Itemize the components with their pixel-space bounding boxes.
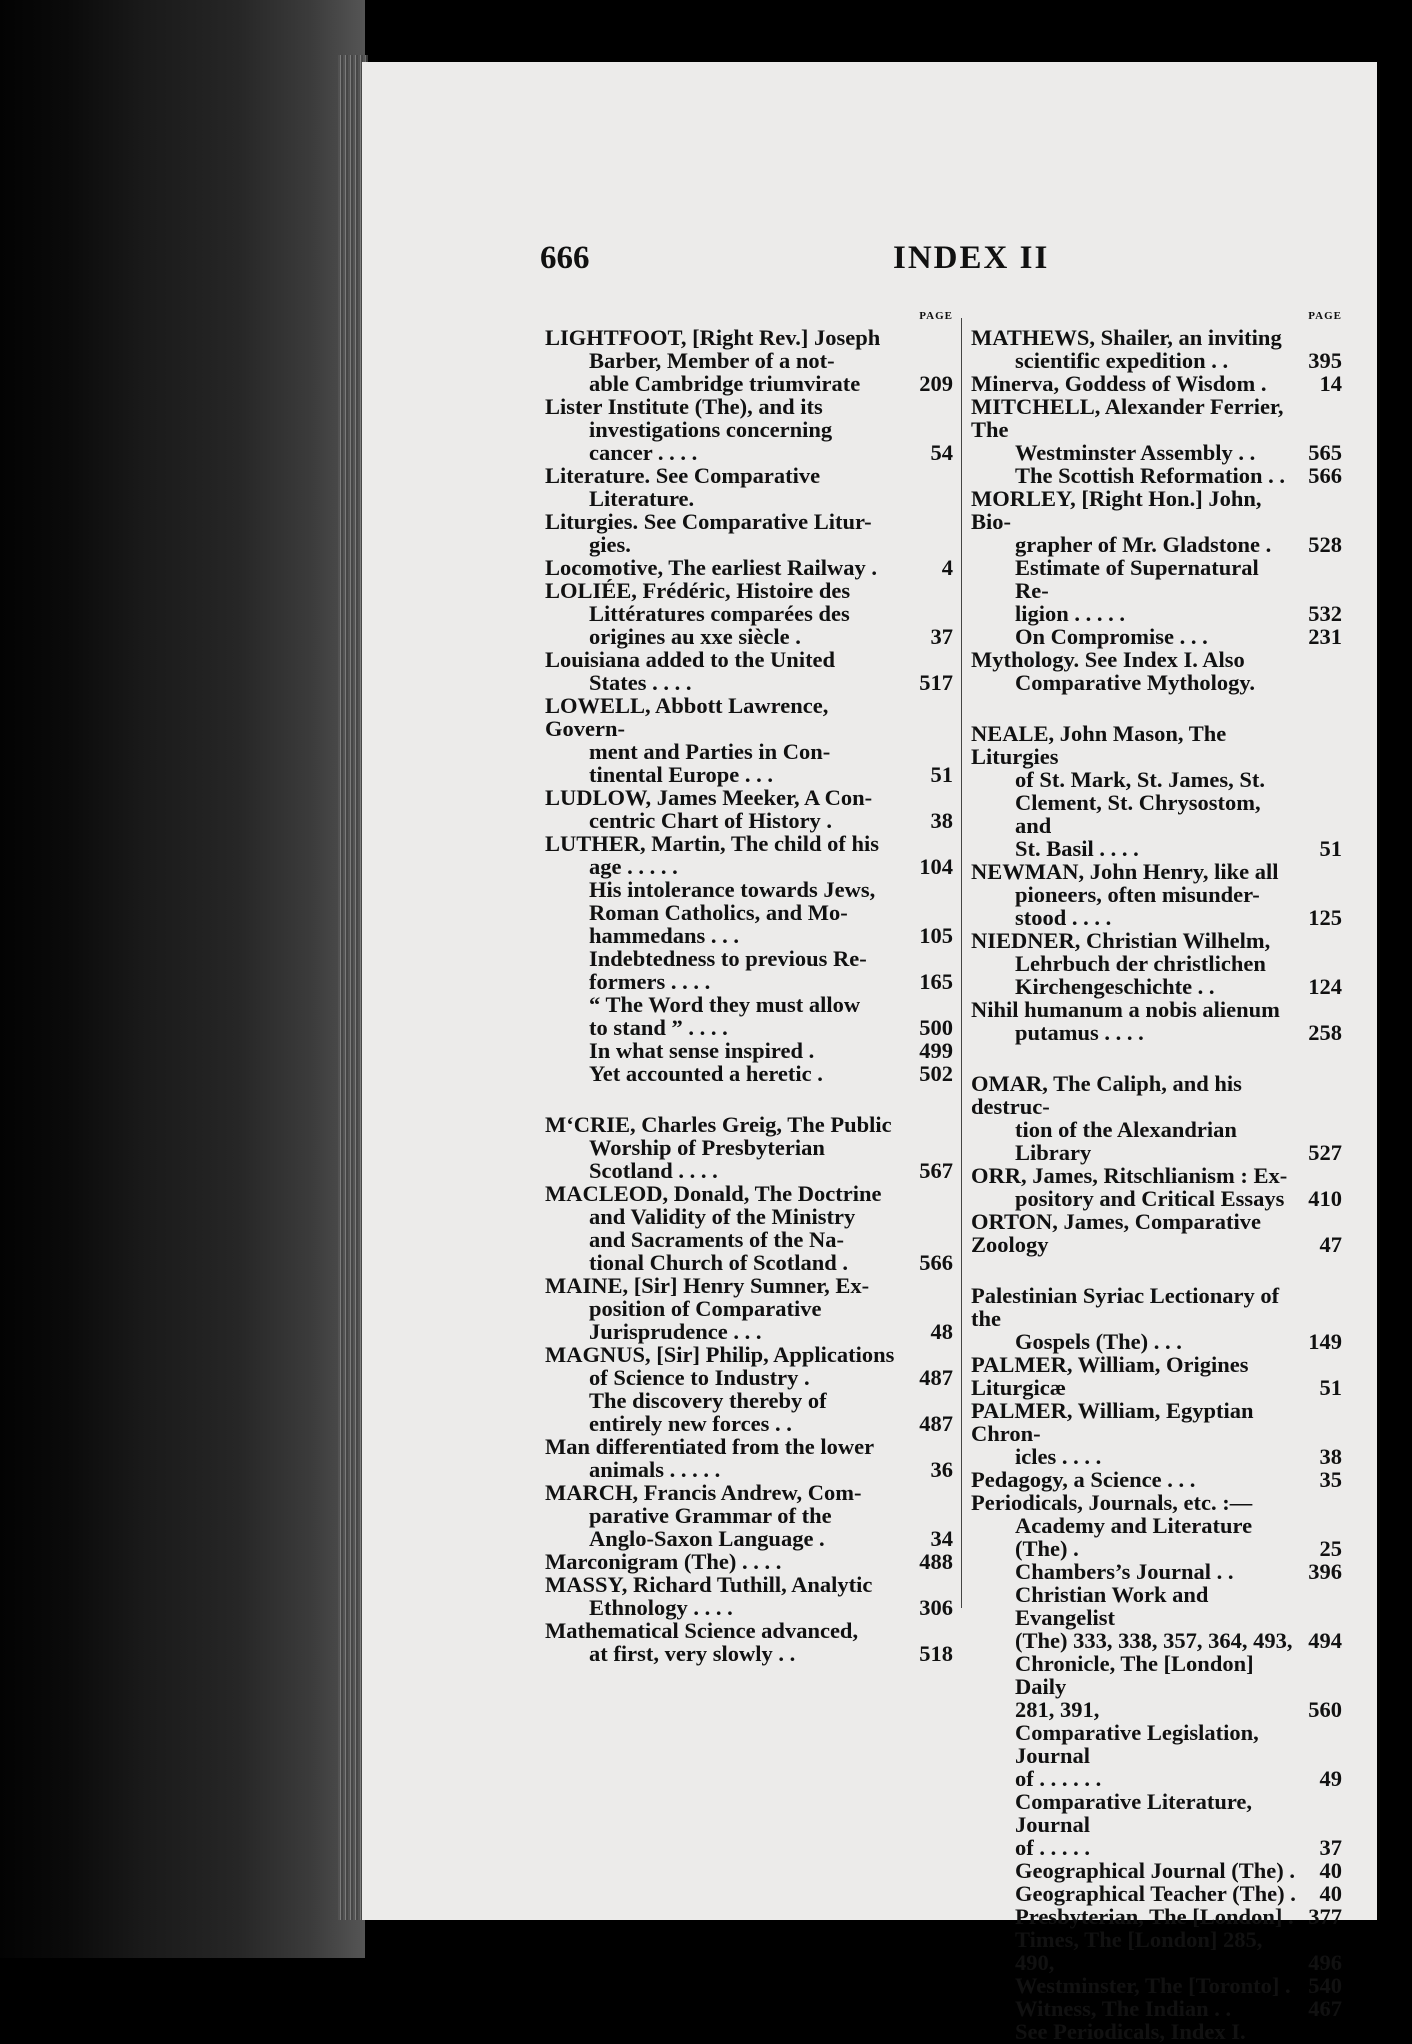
index-entry-line: Comparative Mythology. bbox=[1015, 670, 1255, 695]
index-entry bbox=[545, 464, 953, 510]
index-entry-page: 560 bbox=[1308, 1697, 1342, 1722]
index-entry-page: 105 bbox=[919, 923, 953, 948]
page-header bbox=[540, 240, 1120, 280]
index-entry bbox=[971, 1790, 1342, 1859]
index-entry-line: Lister Institute (The), and its bbox=[545, 394, 823, 419]
index-entry bbox=[545, 1343, 953, 1389]
index-entry-page: 566 bbox=[1308, 463, 1342, 488]
index-entry-page: 125 bbox=[1308, 905, 1342, 930]
index-entry bbox=[545, 395, 953, 464]
index-entry-page: 565 bbox=[1308, 440, 1342, 465]
index-entry-line: The discovery thereby of bbox=[589, 1388, 827, 1413]
index-entry-line: MARCH, Francis Andrew, Com- bbox=[545, 1480, 862, 1505]
index-entry-line: MAINE, [Sir] Henry Sumner, Ex- bbox=[545, 1273, 870, 1298]
index-entry-line: M‘CRIE, Charles Greig, The Public bbox=[545, 1112, 892, 1137]
index-entry-line: Clement, St. Chrysostom, and bbox=[1015, 790, 1261, 838]
index-entry-line: Mythology. See Index I. Also bbox=[971, 647, 1245, 672]
index-entry-line: Times, The [London] 285, 490, bbox=[1015, 1927, 1263, 1975]
index-entry bbox=[971, 1164, 1342, 1210]
column-divider bbox=[961, 318, 962, 1608]
index-entry-line: LOWELL, Abbott Lawrence, Govern- bbox=[545, 693, 829, 741]
index-entry bbox=[971, 464, 1342, 487]
section-gap bbox=[971, 694, 1342, 722]
index-entry-line: St. Basil . . . . bbox=[1015, 836, 1139, 861]
index-entry-page: 35 bbox=[1319, 1467, 1342, 1492]
index-entry-page: 410 bbox=[1308, 1186, 1342, 1211]
index-entry-line: ORR, James, Ritschlianism : Ex- bbox=[971, 1163, 1288, 1188]
index-entry-line: LUDLOW, James Meeker, A Con- bbox=[545, 785, 873, 810]
index-entry-page: 38 bbox=[930, 808, 953, 833]
index-entry-line: Gospels (The) . . . bbox=[1015, 1329, 1182, 1354]
index-entry-line: pository and Critical Essays bbox=[1015, 1186, 1285, 1211]
index-entry-line: hammedans . . . bbox=[589, 923, 740, 948]
index-entry-line: 281, 391, bbox=[1015, 1697, 1100, 1722]
index-entry-line: parative Grammar of the bbox=[589, 1503, 832, 1528]
index-entry bbox=[545, 947, 953, 993]
index-entry-line: Westminster Assembly . . bbox=[1015, 440, 1256, 465]
index-entry bbox=[545, 510, 953, 556]
index-entry bbox=[545, 786, 953, 832]
index-entry bbox=[971, 1353, 1342, 1399]
index-entry bbox=[971, 372, 1342, 395]
index-entry-line: Lehrbuch der christlichen bbox=[1015, 951, 1266, 976]
index-entry-line: Chambers’s Journal . . bbox=[1015, 1559, 1234, 1584]
page-column-label: PAGE bbox=[919, 310, 953, 322]
index-entry-line: stood . . . . bbox=[1015, 905, 1112, 930]
index-entry-line: formers . . . . bbox=[589, 969, 711, 994]
index-entry-page: 494 bbox=[1308, 1628, 1342, 1653]
index-entry-page: 54 bbox=[930, 440, 953, 465]
index-entry-line: Palestinian Syriac Lectionary of the bbox=[971, 1283, 1280, 1331]
index-entry-page: 499 bbox=[919, 1038, 953, 1063]
section-gap bbox=[971, 1256, 1342, 1284]
index-entry-page: 540 bbox=[1308, 1973, 1342, 1998]
index-entry-page: 377 bbox=[1308, 1904, 1342, 1929]
index-entry-page: 165 bbox=[919, 969, 953, 994]
index-entry-line: NEWMAN, John Henry, like all bbox=[971, 859, 1279, 884]
page-title: INDEX II bbox=[893, 240, 1050, 276]
index-entry-line: able Cambridge triumvirate bbox=[589, 371, 861, 396]
index-entry-line: Literature. bbox=[589, 486, 695, 511]
index-entry bbox=[971, 1905, 1342, 1928]
index-entry-line: Scotland . . . . bbox=[589, 1158, 718, 1183]
index-entry bbox=[971, 1974, 1342, 1997]
index-entry bbox=[545, 1573, 953, 1619]
index-entry-line: tional Church of Scotland . bbox=[589, 1250, 849, 1275]
index-entry-page: 258 bbox=[1308, 1020, 1342, 1045]
index-entry-line: and Sacraments of the Na- bbox=[589, 1227, 844, 1252]
index-entry bbox=[545, 993, 953, 1039]
index-entry-line: Man differentiated from the lower bbox=[545, 1434, 875, 1459]
index-entry-line: scientific expedition . . bbox=[1015, 348, 1229, 373]
index-entry-line: LOLIÉE, Frédéric, Histoire des bbox=[545, 578, 851, 603]
book-spine bbox=[0, 0, 365, 1958]
index-entry-line: “ The Word they must allow bbox=[589, 992, 861, 1017]
index-entry-line: Nihil humanum a nobis alienum bbox=[971, 997, 1280, 1022]
index-entry-line: Locomotive, The earliest Railway . bbox=[545, 555, 878, 580]
index-entry bbox=[545, 1274, 953, 1343]
index-entry-line: Kirchengeschichte . . bbox=[1015, 974, 1215, 999]
index-entry-line: NEALE, John Mason, The Liturgies bbox=[971, 721, 1227, 769]
index-entry-line: His intolerance towards Jews, bbox=[589, 877, 876, 902]
index-entry-line: animals . . . . . bbox=[589, 1457, 721, 1482]
index-entry-line: MITCHELL, Alexander Ferrier, The bbox=[971, 394, 1284, 442]
index-entry bbox=[971, 625, 1342, 648]
index-entry-line: Liturgies. See Comparative Litur- bbox=[545, 509, 872, 534]
index-entry-line: The Scottish Reformation . . bbox=[1015, 463, 1285, 488]
index-entry-line: Geographical Journal (The) . bbox=[1015, 1858, 1295, 1883]
index-entry bbox=[971, 1491, 1342, 1514]
index-entry-page: 396 bbox=[1308, 1559, 1342, 1584]
index-entry-page: 395 bbox=[1308, 348, 1342, 373]
index-entry-line: OMAR, The Caliph, and his destruc- bbox=[971, 1071, 1242, 1119]
index-entry-line: Pedagogy, a Science . . . bbox=[971, 1467, 1196, 1492]
index-entry bbox=[971, 2020, 1342, 2043]
index-entry-line: cancer . . . . bbox=[589, 440, 698, 465]
index-entry-line: putamus . . . . bbox=[1015, 1020, 1144, 1045]
index-entry bbox=[545, 1039, 953, 1062]
index-entry bbox=[971, 1721, 1342, 1790]
index-column-left bbox=[545, 310, 953, 1665]
index-entry-line: Anglo-Saxon Language . bbox=[589, 1526, 825, 1551]
index-entry-line: MASSY, Richard Tuthill, Analytic bbox=[545, 1572, 873, 1597]
index-entry bbox=[545, 878, 953, 947]
index-entry-line: On Compromise . . . bbox=[1015, 624, 1208, 649]
index-entry-line: Chronicle, The [London] Daily bbox=[1015, 1651, 1254, 1699]
index-entry-line: Christian Work and Evangelist bbox=[1015, 1582, 1209, 1630]
index-entry-page: 104 bbox=[919, 854, 953, 879]
index-entry-page: 36 bbox=[930, 1457, 953, 1482]
index-entry-page: 527 bbox=[1308, 1140, 1342, 1165]
index-entry bbox=[545, 1481, 953, 1550]
index-entry-line: ligion . . . . . bbox=[1015, 601, 1126, 626]
index-entry-line: States . . . . bbox=[589, 670, 692, 695]
index-entry-line: of . . . . . bbox=[1015, 1835, 1090, 1860]
index-entry bbox=[971, 1284, 1342, 1353]
index-entry-page: 49 bbox=[1319, 1766, 1342, 1791]
index-entry bbox=[545, 648, 953, 694]
index-entry bbox=[545, 326, 953, 395]
index-entry bbox=[545, 1182, 953, 1274]
index-entry-page: 124 bbox=[1308, 974, 1342, 999]
index-entry bbox=[545, 579, 953, 648]
index-entry-page: 38 bbox=[1319, 1444, 1342, 1469]
index-entry-line: MACLEOD, Donald, The Doctrine bbox=[545, 1181, 882, 1206]
index-entry bbox=[971, 1210, 1342, 1256]
index-entry-page: 502 bbox=[919, 1061, 953, 1086]
index-entry bbox=[971, 1882, 1342, 1905]
index-entry-page: 532 bbox=[1308, 601, 1342, 626]
index-entry-page: 51 bbox=[1319, 836, 1342, 861]
index-entry-line: In what sense inspired . bbox=[589, 1038, 815, 1063]
index-entry-line: Literature. See Comparative bbox=[545, 463, 821, 488]
index-entry-line: MATHEWS, Shailer, an inviting bbox=[971, 325, 1282, 350]
index-entry bbox=[545, 1619, 953, 1665]
index-entry-line: of St. Mark, St. James, St. bbox=[1015, 767, 1265, 792]
index-entry-line: Estimate of Supernatural Re- bbox=[1015, 555, 1259, 603]
index-entry-line: ment and Parties in Con- bbox=[589, 739, 831, 764]
index-entry-page: 51 bbox=[930, 762, 953, 787]
index-entry-line: Comparative Legislation, Journal bbox=[1015, 1720, 1259, 1768]
index-entry-line: Presbyterian, The [London] . bbox=[1015, 1904, 1294, 1929]
page-number: 666 bbox=[540, 240, 590, 276]
index-entry-page: 500 bbox=[919, 1015, 953, 1040]
index-entry-line: grapher of Mr. Gladstone . bbox=[1015, 532, 1272, 557]
index-entry-page: 567 bbox=[919, 1158, 953, 1183]
index-entry bbox=[971, 1399, 1342, 1468]
index-entry-page: 488 bbox=[919, 1549, 953, 1574]
index-entry-line: Yet accounted a heretic . bbox=[589, 1061, 823, 1086]
index-entry-page: 209 bbox=[919, 371, 953, 396]
index-entry bbox=[971, 395, 1342, 464]
index-entry bbox=[545, 556, 953, 579]
index-entry bbox=[545, 1389, 953, 1435]
index-entry bbox=[971, 326, 1342, 372]
index-entry bbox=[971, 998, 1342, 1044]
index-entry-page: 40 bbox=[1319, 1881, 1342, 1906]
index-entry-page: 149 bbox=[1308, 1329, 1342, 1354]
index-entry bbox=[971, 1928, 1342, 1974]
index-entry-line: Comparative Literature, Journal bbox=[1015, 1789, 1253, 1837]
index-entry-page: 231 bbox=[1308, 624, 1342, 649]
index-entry-page: 528 bbox=[1308, 532, 1342, 557]
index-entry bbox=[971, 722, 1342, 860]
index-entry-line: tion of the Alexandrian Library bbox=[1015, 1117, 1237, 1165]
index-entry-line: pioneers, often misunder- bbox=[1015, 882, 1260, 907]
index-entry-page: 496 bbox=[1308, 1950, 1342, 1975]
index-entry-line: entirely new forces . . bbox=[589, 1411, 792, 1436]
index-entry-line: Westminster, The [Toronto] . bbox=[1015, 1973, 1291, 1998]
index-entry-line: at first, very slowly . . bbox=[589, 1641, 796, 1666]
index-entry-page: 37 bbox=[930, 624, 953, 649]
index-entry bbox=[971, 1652, 1342, 1721]
index-entry bbox=[971, 1072, 1342, 1164]
index-entry-line: age . . . . . bbox=[589, 854, 678, 879]
index-entry bbox=[971, 1514, 1342, 1560]
index-entry-line: MAGNUS, [Sir] Philip, Applications bbox=[545, 1342, 895, 1367]
index-entry-line: PALMER, William, Egyptian Chron- bbox=[971, 1398, 1254, 1446]
index-entry-page: 25 bbox=[1319, 1536, 1342, 1561]
index-entry-page: 566 bbox=[919, 1250, 953, 1275]
index-entry bbox=[971, 556, 1342, 625]
index-entry-line: Louisiana added to the United bbox=[545, 647, 836, 672]
index-entry-page: 34 bbox=[930, 1526, 953, 1551]
section-gap bbox=[545, 1085, 953, 1113]
index-entry bbox=[545, 1550, 953, 1573]
index-entry-line: Marconigram (The) . . . . bbox=[545, 1549, 782, 1574]
index-entry-line: icles . . . . bbox=[1015, 1444, 1102, 1469]
index-entry-line: Periodicals, Journals, etc. :— bbox=[971, 1490, 1253, 1515]
index-entry bbox=[971, 648, 1342, 694]
index-entry-page: 14 bbox=[1319, 371, 1342, 396]
index-entry bbox=[545, 1113, 953, 1182]
index-entry-line: See Periodicals, Index I. bbox=[1015, 2019, 1246, 2044]
index-entry-line: Barber, Member of a not- bbox=[589, 348, 835, 373]
index-entry-line: LUTHER, Martin, The child of his bbox=[545, 831, 880, 856]
index-entry-page: 487 bbox=[919, 1365, 953, 1390]
index-entry-line: position of Comparative bbox=[589, 1296, 822, 1321]
index-entry bbox=[971, 1583, 1342, 1652]
index-entry-line: MORLEY, [Right Hon.] John, Bio- bbox=[971, 486, 1262, 534]
index-entry-page: 306 bbox=[919, 1595, 953, 1620]
index-entry-line: and Validity of the Ministry bbox=[589, 1204, 856, 1229]
index-entry-line: Ethnology . . . . bbox=[589, 1595, 733, 1620]
index-entry bbox=[545, 832, 953, 878]
index-entry-line: of . . . . . . bbox=[1015, 1766, 1102, 1791]
index-entry-line: Littératures comparées des bbox=[589, 601, 850, 626]
index-entry bbox=[971, 487, 1342, 556]
index-entry-page: 467 bbox=[1308, 1996, 1342, 2021]
index-entry-line: Mathematical Science advanced, bbox=[545, 1618, 859, 1643]
index-entry-line: NIEDNER, Christian Wilhelm, bbox=[971, 928, 1271, 953]
index-entry bbox=[545, 1062, 953, 1085]
index-entry-line: Academy and Literature (The) . bbox=[1015, 1513, 1253, 1561]
index-entry-line: centric Chart of History . bbox=[589, 808, 833, 833]
index-entry bbox=[545, 694, 953, 786]
index-entry bbox=[971, 1468, 1342, 1491]
index-entry-line: Indebtedness to previous Re- bbox=[589, 946, 867, 971]
index-entry-line: Minerva, Goddess of Wisdom . bbox=[971, 371, 1267, 396]
index-entry-line: Jurisprudence . . . bbox=[589, 1319, 762, 1344]
index-entry-page: 48 bbox=[930, 1319, 953, 1344]
index-entry-page: 37 bbox=[1319, 1835, 1342, 1860]
index-entry-line: Witness, The Indian . . bbox=[1015, 1996, 1232, 2021]
index-entry-line: ORTON, James, Comparative Zoology bbox=[971, 1209, 1262, 1257]
index-entry-line: to stand ” . . . . bbox=[589, 1015, 728, 1040]
index-entry-line: of Science to Industry . bbox=[589, 1365, 810, 1390]
index-entry-page: 517 bbox=[919, 670, 953, 695]
page-column-label: PAGE bbox=[1308, 310, 1342, 322]
index-entry-line: Geographical Teacher (The) . bbox=[1015, 1881, 1296, 1906]
index-entry-line: gies. bbox=[589, 532, 631, 557]
index-entry-line: Worship of Presbyterian bbox=[589, 1135, 825, 1160]
section-gap bbox=[971, 1044, 1342, 1072]
index-entry-line: (The) 333, 338, 357, 364, 493, bbox=[1015, 1628, 1293, 1653]
index-entry-line: LIGHTFOOT, [Right Rev.] Joseph bbox=[545, 325, 881, 350]
index-entry-page: 51 bbox=[1319, 1375, 1342, 1400]
index-entry-page: 47 bbox=[1319, 1232, 1342, 1257]
index-entry-line: origines au xxe siècle . bbox=[589, 624, 801, 649]
index-entry bbox=[545, 1435, 953, 1481]
index-entry-page: 4 bbox=[941, 555, 953, 580]
index-entry-page: 487 bbox=[919, 1411, 953, 1436]
index-entry-page: 518 bbox=[919, 1641, 953, 1666]
index-entry bbox=[971, 929, 1342, 998]
index-column-right bbox=[971, 310, 1342, 2043]
index-entry bbox=[971, 1997, 1342, 2020]
index-entry-page: 40 bbox=[1319, 1858, 1342, 1883]
index-entry bbox=[971, 1859, 1342, 1882]
index-entry bbox=[971, 1560, 1342, 1583]
index-entry-line: tinental Europe . . . bbox=[589, 762, 773, 787]
index-entry bbox=[971, 860, 1342, 929]
index-entry-line: investigations concerning bbox=[589, 417, 833, 442]
index-entry-line: PALMER, William, Origines Liturgicæ bbox=[971, 1352, 1249, 1400]
index-entry-line: Roman Catholics, and Mo- bbox=[589, 900, 848, 925]
